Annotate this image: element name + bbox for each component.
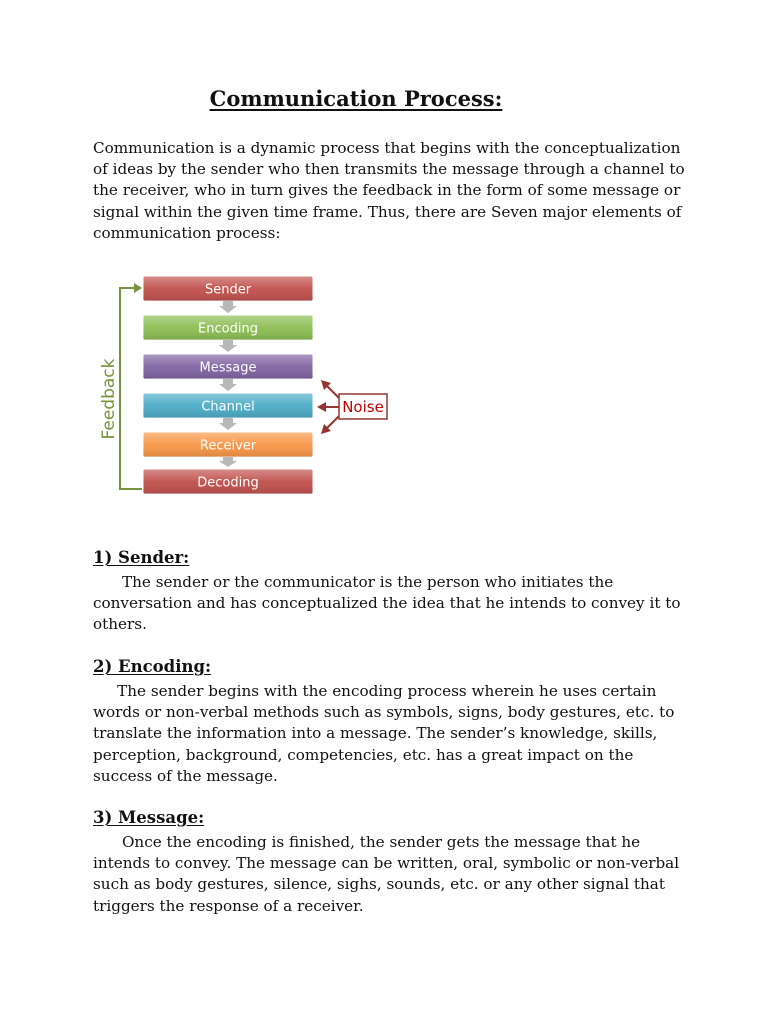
intro-line: communication process: — [93, 223, 281, 242]
down-arrow-icon — [219, 457, 237, 467]
noise-indicator — [317, 380, 387, 434]
body-line: conversation and has conceptualized the idea that he intends to convey it to — [93, 594, 681, 613]
step-label-receiver: Receiver — [199, 438, 257, 454]
down-arrow-icon — [219, 340, 237, 352]
section-body-encoding — [93, 681, 683, 787]
body-line: success of the message. — [93, 766, 278, 785]
step-label-channel: Channel — [201, 399, 255, 415]
body-line: others. — [93, 615, 147, 634]
step-label-decoding: Decoding — [197, 475, 259, 491]
body-line: perception, background, competencies, etc. has a great impact on the — [93, 745, 634, 764]
step-label-sender: Sender — [204, 282, 252, 298]
body-line: Once the encoding is finished, the sender gets the message that he — [93, 833, 641, 851]
step-sender — [143, 276, 313, 301]
section-body-sender — [93, 572, 683, 636]
section-heading-sender: 1) Sender: — [93, 548, 190, 567]
step-message — [143, 354, 313, 379]
feedback-label: Feedback — [99, 358, 119, 440]
down-arrow-icon — [219, 379, 237, 391]
step-encoding — [143, 315, 313, 340]
section-heading-message: 3) Message: — [93, 808, 205, 827]
intro-line: signal within the given time frame. Thus, there are Seven major elements of — [93, 202, 682, 221]
body-line: triggers the response of a receiver. — [93, 896, 364, 915]
body-line: such as body gestures, silence, sighs, sounds, etc. or any other signal that — [93, 875, 665, 894]
intro-line: the receiver, who in turn gives the feedback in the form of some message or — [93, 181, 681, 200]
communication-process-diagram — [92, 266, 402, 502]
intro-line: of ideas by the sender who then transmits the message through a channel to — [93, 160, 685, 179]
feedback-loop — [99, 283, 142, 489]
intro-line: Communication is a dynamic process that begins with the conceptualization — [93, 139, 681, 157]
step-decoding — [143, 469, 313, 494]
down-arrow-icon — [219, 301, 237, 313]
step-receiver — [143, 432, 313, 457]
section-heading-encoding: 2) Encoding: — [93, 657, 212, 676]
intro-paragraph — [93, 138, 683, 244]
body-line: words or non-verbal methods such as symbols, signs, body gestures, etc. to — [93, 703, 675, 722]
body-line: The sender begins with the encoding process wherein he uses certain — [93, 682, 657, 700]
step-channel — [143, 393, 313, 418]
section-body-message — [93, 832, 683, 917]
page-title: Communication Process: — [209, 86, 503, 111]
step-label-message: Message — [199, 360, 257, 376]
body-line: The sender or the communicator is the person who initiates the — [93, 573, 614, 591]
body-line: intends to convey. The message can be written, oral, symbolic or non-verbal — [93, 854, 680, 873]
down-arrow-icon — [219, 418, 237, 430]
step-label-encoding: Encoding — [198, 321, 258, 337]
noise-label: Noise — [342, 398, 384, 416]
body-line: translate the information into a message. The sender’s knowledge, skills, — [93, 724, 658, 743]
